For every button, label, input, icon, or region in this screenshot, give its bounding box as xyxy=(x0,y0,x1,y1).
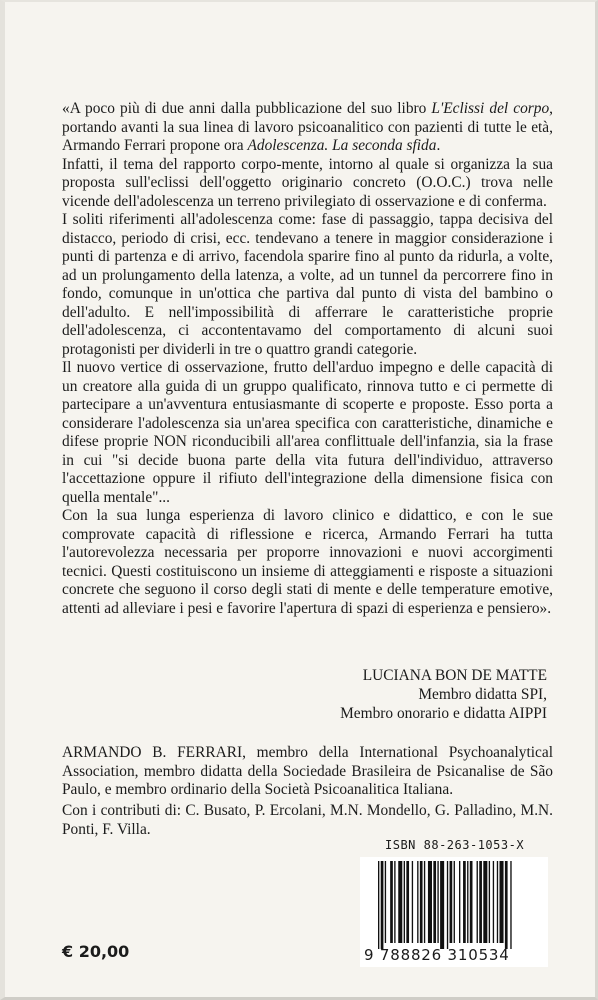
barcode-bar xyxy=(463,861,466,943)
blurb-text-span: , portando avanti la sua linea di lavoro psicoanalitico con pazienti di tutte le età, Armando Ferrari propone ora xyxy=(62,100,554,154)
blurb-text xyxy=(62,100,553,618)
blurb-paragraph-4: Il nuovo vertice di osservazione, frutto dell'arduo impegno e delle capacità di un creatore alla guida di un gruppo qualificato, rinnova tutto e ci permette di partecipare a un'avventura entusiasmante di scoperte e proposte. Esso porta a considerare l'adolescenza sia un'area specifica con caratteristiche, dinamiche e difese proprie NON riconducibili all'area conflittuale dell'infanzia, sia la frase in cui "si decide buona parte della vita futura dell'individuo, attraverso l'accettazione oppure il rifiuto dell'integrazione della dimensione fisica con quella mentale"... xyxy=(62,359,553,506)
barcode-bar xyxy=(450,861,453,943)
book-title-italic: L'Eclissi del corpo xyxy=(431,100,550,117)
barcode-bar xyxy=(497,861,498,943)
barcode-bar xyxy=(385,861,386,943)
blurb-text-span: «A poco più di due anni dalla pubblicazione del suo libro xyxy=(62,100,432,117)
barcode-bar xyxy=(493,861,494,943)
barcode-bar xyxy=(454,861,455,943)
barcode-bar xyxy=(467,861,468,943)
barcode-bar xyxy=(381,861,384,949)
barcode-bar xyxy=(437,861,438,943)
barcode-bar xyxy=(510,861,511,949)
barcode-bar xyxy=(398,861,402,943)
barcode-bar xyxy=(404,861,405,943)
barcode-bar xyxy=(505,861,508,949)
isbn-label: ISBN 88-263-1053-X xyxy=(385,838,525,852)
barcode-bar xyxy=(440,861,444,949)
barcode-bar xyxy=(500,861,504,943)
barcode-bar xyxy=(489,861,490,943)
barcode-bar xyxy=(433,861,436,943)
barcode-bar xyxy=(470,861,473,943)
barcode-number: 9 788826 310534 xyxy=(364,946,510,964)
barcode-bar xyxy=(424,861,425,943)
barcode-bar xyxy=(477,861,478,943)
barcode-bar xyxy=(447,861,448,949)
barcode-bar xyxy=(406,861,409,943)
blurb-paragraph-2: Infatti, il tema del rapporto corpo-mente, intorno al quale si organizza la sua proposta sull'eclissi dell'oggetto originario concreto (O.O.C.) trova nelle vicende dell'adolescenza un terreno privilegiato di osservazione e di conferma. xyxy=(62,155,553,210)
blurb-text-span: . xyxy=(436,137,441,154)
signature-role-1: Membro didatta SPI, xyxy=(418,686,547,703)
barcode-bar xyxy=(459,861,460,943)
signature-name: LUCIANA BON DE MATTE xyxy=(362,667,547,684)
barcode-bar xyxy=(417,861,418,943)
author-bio: ARMANDO B. FERRARI, membro della International Psychoanalytical Association, membro didatta della Sociedade Brasileira de Psicanalise de São Paulo, e membro ordinario della Società Psicoanalitica Italiana. xyxy=(62,744,553,798)
price-label: € 20,00 xyxy=(62,942,130,961)
book-title-italic: Adolescenza. La seconda sfida xyxy=(247,137,437,154)
barcode-bar xyxy=(412,861,413,943)
contributors-list: Con i contributi di: C. Busato, P. Ercolani, M.N. Mondello, G. Palladino, M.N. Ponti, F. Villa. xyxy=(62,802,553,838)
blurb-paragraph-1 xyxy=(62,100,553,156)
barcode-bar xyxy=(390,861,393,943)
barcode-bar xyxy=(420,861,423,943)
barcode-bar xyxy=(479,861,482,943)
blurb-paragraph-5: Con la sua lunga esperienza di lavoro clinico e didattico, e con le sue comprovate capacità di riflessione e ricerca, Armando Ferrari ha tutta l'autorevolezza necessaria per proporre innovazioni e nuovi accorgimenti tecnici. Questi costituiscono un insieme di atteggiamenti e risposte a situazioni concrete che seguono il corso degli stati di mente e delle temperature emotive, attenti ad alleviare i pesi e favorire l'apertura di spazi di esperienza e pensiero». xyxy=(62,507,553,617)
blurb-paragraph-3: I soliti riferimenti all'adolescenza come: fase di passaggio, tappa decisiva del distacco, periodo di crisi, ecc. tendevano a tenere in maggior considerazione i punti di partenza e di arrivo, facendola sparire fino al punto da ridurla, a volte, ad un prolungamento della latenza, a volte, ad un tunnel da percorrere fino in fondo, comunque in un'ottica che partiva dal punto di vista del bambino o dell'adulto. E nell'impossibilità di afferrare le caratteristiche proprie dell'adolescenza, ci accontentavamo del comportamento di alcuni suoi protagonisti per dividerli in tre o quattro grandi categorie. xyxy=(62,211,553,358)
barcode-bar xyxy=(428,861,432,943)
blurb-signature xyxy=(340,666,547,723)
signature-role-2: Membro onorario e didatta AIPPI xyxy=(340,705,547,722)
barcode xyxy=(360,857,548,967)
barcode-bar xyxy=(483,861,487,943)
barcode-bar xyxy=(378,861,379,949)
barcode-bar xyxy=(394,861,395,943)
